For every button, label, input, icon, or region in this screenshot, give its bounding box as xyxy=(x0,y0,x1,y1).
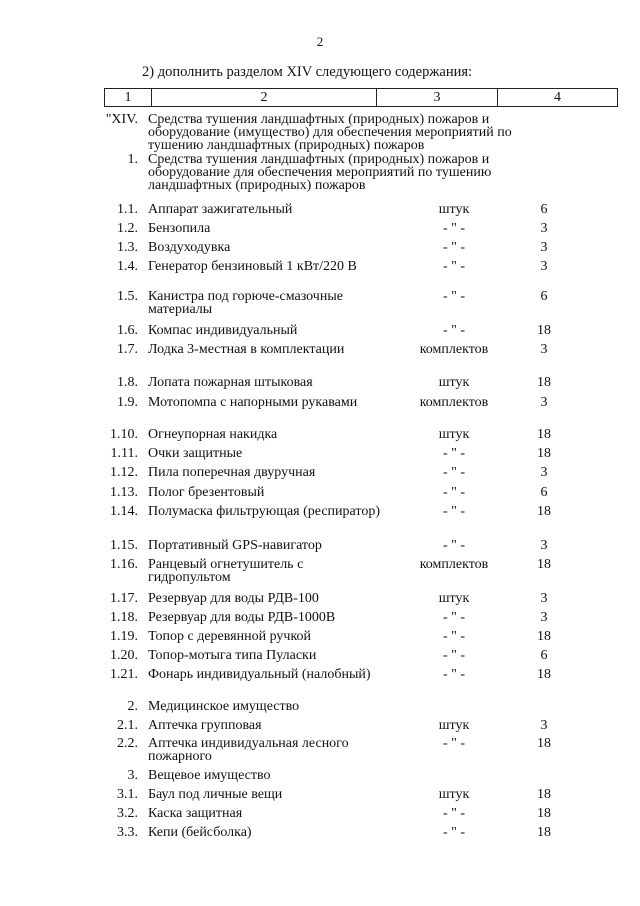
row-unit: - " - xyxy=(442,259,466,274)
row-unit: - " - xyxy=(442,465,466,480)
page-number: 2 xyxy=(316,34,324,49)
row-name: Фонарь индивидуальный (налобный) xyxy=(148,667,371,682)
table-row xyxy=(0,769,564,782)
row-number: 1. xyxy=(127,152,138,167)
row-quantity: 6 xyxy=(540,202,548,217)
row-name: Воздуходувка xyxy=(148,240,231,255)
row-name: Канистра под горюче-смазочные материалы xyxy=(148,289,343,317)
row-quantity: 6 xyxy=(540,648,548,663)
table-row xyxy=(0,343,564,356)
table-row xyxy=(0,290,564,316)
row-quantity: 18 xyxy=(537,557,551,572)
table-row xyxy=(0,447,564,460)
intro-text: 2) дополнить разделом XIV следующего содержания: xyxy=(142,64,473,80)
table-row xyxy=(0,396,564,409)
row-unit: комплектов xyxy=(419,557,489,572)
row-quantity: 18 xyxy=(537,736,551,751)
row-number: 3.3. xyxy=(117,825,138,840)
row-number: 1.19. xyxy=(110,629,138,644)
row-number: 1.12. xyxy=(110,465,138,480)
row-quantity: 18 xyxy=(537,446,551,461)
column-header-table xyxy=(104,88,618,107)
row-number: 1.14. xyxy=(110,504,138,519)
row-name: Очки защитные xyxy=(148,446,243,461)
table-row xyxy=(0,826,564,839)
row-name: Резервуар для воды РДВ-1000В xyxy=(148,610,336,625)
row-unit: - " - xyxy=(442,323,466,338)
table-row xyxy=(0,649,564,662)
row-quantity: 6 xyxy=(540,289,548,304)
row-name: Аппарат зажигательный xyxy=(148,202,293,217)
row-quantity: 3 xyxy=(540,342,548,357)
row-name: Мотопомпа с напорными рукавами xyxy=(148,395,358,410)
row-number: 2.1. xyxy=(117,718,138,733)
row-unit: комплектов xyxy=(419,342,489,357)
row-quantity: 3 xyxy=(540,395,548,410)
row-name: Портативный GPS-навигатор xyxy=(148,538,322,553)
row-unit: - " - xyxy=(442,806,466,821)
row-name: Резервуар для воды РДВ-100 xyxy=(148,591,319,606)
row-unit: комплектов xyxy=(419,395,489,410)
column-header-3: 3 xyxy=(377,89,498,107)
row-number: 1.16. xyxy=(110,557,138,572)
table-row xyxy=(0,486,564,499)
row-number: 1.1. xyxy=(117,202,138,217)
row-number: 1.9. xyxy=(117,395,138,410)
row-number: 3.1. xyxy=(117,787,138,802)
row-name: Бензопила xyxy=(148,221,211,236)
table-row xyxy=(0,376,564,389)
table-row xyxy=(0,203,564,216)
row-quantity: 3 xyxy=(540,538,548,553)
row-number: 1.2. xyxy=(117,221,138,236)
row-name: Каска защитная xyxy=(148,806,243,821)
row-quantity: 3 xyxy=(540,259,548,274)
row-number: 1.5. xyxy=(117,289,138,304)
row-name: Аптечка групповая xyxy=(148,718,262,733)
row-quantity: 18 xyxy=(537,629,551,644)
table-row xyxy=(0,788,564,801)
row-quantity: 18 xyxy=(537,806,551,821)
row-name: Аптечка индивидуальная лесного пожарного xyxy=(148,736,349,764)
row-name: Пила поперечная двуручная xyxy=(148,465,316,480)
table-row xyxy=(0,668,564,681)
row-number: 1.15. xyxy=(110,538,138,553)
row-number: 1.10. xyxy=(110,427,138,442)
row-unit: - " - xyxy=(442,240,466,255)
row-number: 1.8. xyxy=(117,375,138,390)
row-number: 1.18. xyxy=(110,610,138,625)
row-unit: штук xyxy=(438,427,470,442)
row-number: 1.17. xyxy=(110,591,138,606)
row-number: 1.13. xyxy=(110,485,138,500)
table-row xyxy=(0,113,528,152)
row-name: Баул под личные вещи xyxy=(148,787,283,802)
table-row xyxy=(0,324,564,337)
row-number: 1.6. xyxy=(117,323,138,338)
table-row xyxy=(0,592,564,605)
row-unit: - " - xyxy=(442,825,466,840)
row-quantity: 6 xyxy=(540,485,548,500)
row-name: Медицинское имущество xyxy=(148,699,300,714)
row-unit: - " - xyxy=(442,289,466,304)
row-number: 1.3. xyxy=(117,240,138,255)
row-unit: штук xyxy=(438,718,470,733)
row-name: Топор с деревянной ручкой xyxy=(148,629,312,644)
row-quantity: 18 xyxy=(537,787,551,802)
row-unit: штук xyxy=(438,375,470,390)
row-unit: - " - xyxy=(442,504,466,519)
table-row xyxy=(0,260,564,273)
table-row xyxy=(0,241,564,254)
row-quantity: 3 xyxy=(540,240,548,255)
row-name: Лодка 3-местная в комплектации xyxy=(148,342,345,357)
row-name: Полумаска фильтрующая (респиратор) xyxy=(148,504,380,519)
row-number: 2.2. xyxy=(117,736,138,751)
row-name: Огнеупорная накидка xyxy=(148,427,278,442)
row-quantity: 3 xyxy=(540,718,548,733)
row-number: 1.4. xyxy=(117,259,138,274)
row-name: Полог брезентовый xyxy=(148,485,265,500)
table-row xyxy=(0,719,564,732)
table-row xyxy=(0,466,564,479)
row-unit: штук xyxy=(438,202,470,217)
table-row xyxy=(0,737,564,763)
table-row xyxy=(0,222,564,235)
row-number: 3. xyxy=(127,768,138,783)
row-number: 2. xyxy=(127,699,138,714)
table-row xyxy=(0,611,564,624)
column-header-4: 4 xyxy=(498,89,618,107)
row-unit: - " - xyxy=(442,446,466,461)
row-quantity: 18 xyxy=(537,427,551,442)
row-unit: штук xyxy=(438,591,470,606)
row-unit: - " - xyxy=(442,736,466,751)
row-unit: - " - xyxy=(442,485,466,500)
column-header-row xyxy=(105,89,618,107)
row-name: Вещевое имущество xyxy=(148,768,271,783)
row-number: 1.7. xyxy=(117,342,138,357)
row-name: Компас индивидуальный xyxy=(148,323,298,338)
row-quantity: 18 xyxy=(537,375,551,390)
table-row xyxy=(0,505,564,518)
row-unit: - " - xyxy=(442,538,466,553)
row-name: Топор-мотыга типа Пуласки xyxy=(148,648,317,663)
table-row xyxy=(0,428,564,441)
row-name: Ранцевый огнетушитель с гидропультом xyxy=(148,557,304,585)
table-row xyxy=(0,153,528,192)
row-unit: - " - xyxy=(442,667,466,682)
row-number: 1.21. xyxy=(110,667,138,682)
row-unit: - " - xyxy=(442,221,466,236)
row-name: Кепи (бейсболка) xyxy=(148,825,252,840)
row-unit: штук xyxy=(438,787,470,802)
row-quantity: 18 xyxy=(537,667,551,682)
table-row xyxy=(0,630,564,643)
table-row xyxy=(0,558,564,584)
row-unit: - " - xyxy=(442,610,466,625)
row-name: Лопата пожарная штыковая xyxy=(148,375,313,390)
column-header-2: 2 xyxy=(152,89,377,107)
row-quantity: 18 xyxy=(537,323,551,338)
row-number: 1.11. xyxy=(110,446,138,461)
table-row xyxy=(0,700,564,713)
row-unit: - " - xyxy=(442,648,466,663)
table-row xyxy=(0,539,564,552)
table-row xyxy=(0,807,564,820)
row-quantity: 18 xyxy=(537,825,551,840)
row-number: 1.20. xyxy=(110,648,138,663)
row-name: Генератор бензиновый 1 кВт/220 В xyxy=(148,259,357,274)
row-number: "XIV. xyxy=(105,112,138,127)
row-quantity: 3 xyxy=(540,610,548,625)
row-name: Средства тушения ландшафтных (природных) пожаров и оборудование для обеспечения мероприятий по тушению ландшафтных (природных) пожаров xyxy=(148,152,492,193)
row-number: 3.2. xyxy=(117,806,138,821)
row-unit: - " - xyxy=(442,629,466,644)
row-quantity: 3 xyxy=(540,465,548,480)
row-name: Средства тушения ландшафтных (природных) пожаров и оборудование (имущество) для обеспечения мероприятий по тушению ландшафтных (природных) пожаров xyxy=(148,112,512,153)
row-quantity: 3 xyxy=(540,591,548,606)
column-header-1: 1 xyxy=(105,89,152,107)
row-quantity: 3 xyxy=(540,221,548,236)
row-quantity: 18 xyxy=(537,504,551,519)
